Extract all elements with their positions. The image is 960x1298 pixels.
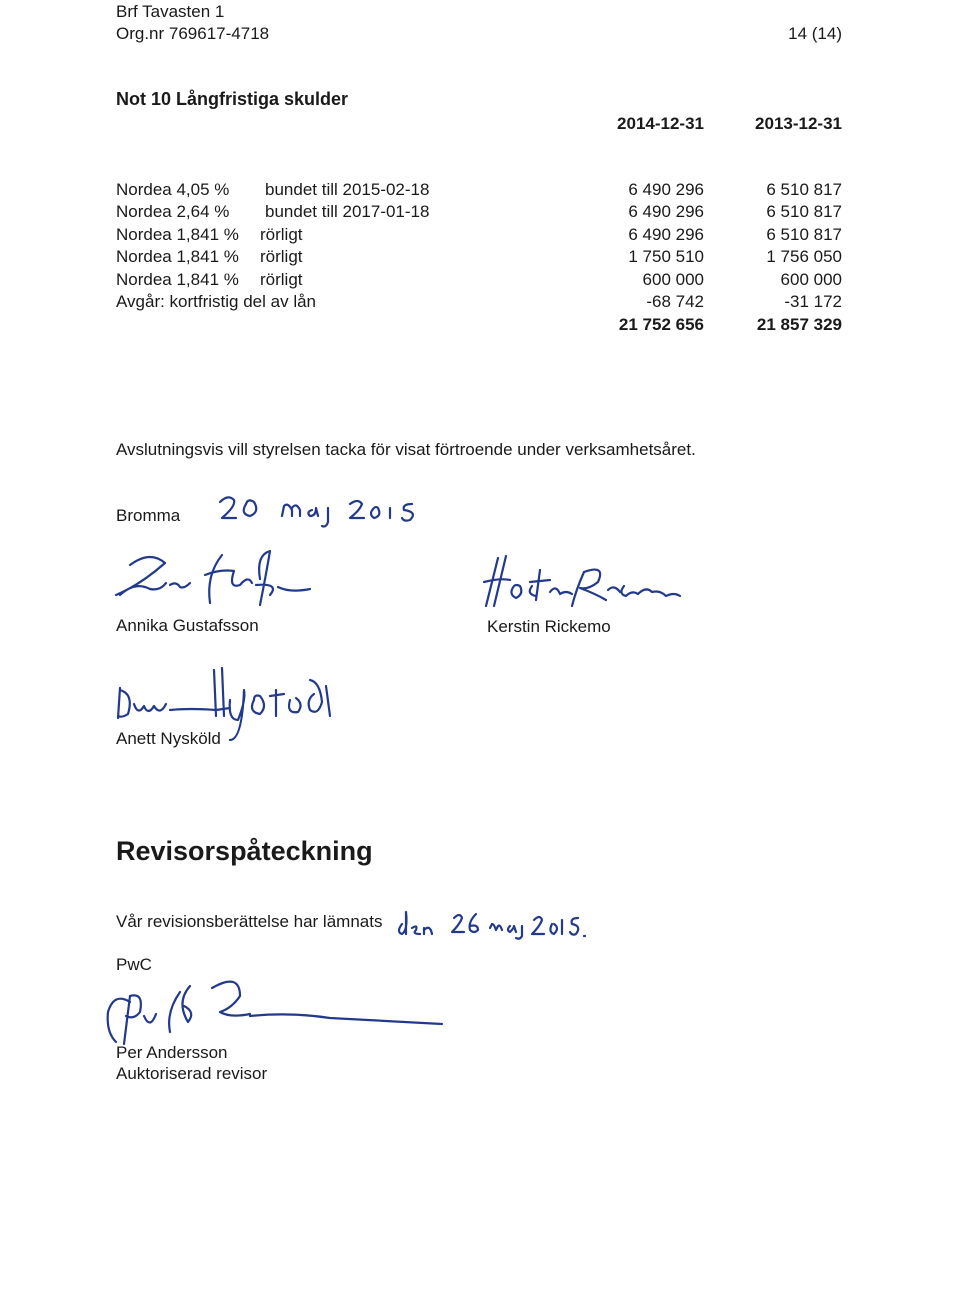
table-row <box>0 180 960 202</box>
table-row <box>0 247 960 269</box>
table-row <box>0 202 960 224</box>
handwritten-date-audit <box>394 906 584 940</box>
value-2014-cell: 6 490 296 <box>628 225 704 244</box>
column-header-2013: 2013-12-31 <box>755 114 842 133</box>
value-2014-cell: 600 000 <box>642 270 704 289</box>
signature-annika-gustafsson <box>110 545 330 620</box>
org-name: Brf Tavasten 1 <box>116 2 225 21</box>
signatory-name-1: Annika Gustafsson <box>116 616 259 635</box>
place-label: Bromma <box>116 506 181 525</box>
lender-cell: Nordea 4,05 % <box>116 180 230 199</box>
total-2014: 21 752 656 <box>618 315 704 334</box>
signatory-name-2: Kerstin Rickemo <box>487 617 611 636</box>
column-header-2014: 2014-12-31 <box>617 114 704 133</box>
value-2014-cell: 6 490 296 <box>628 180 704 199</box>
auditor-title: Auktoriserad revisor <box>116 1064 268 1083</box>
table-row <box>0 225 960 247</box>
audit-heading: Revisorspåteckning <box>116 836 373 866</box>
value-2013-cell: -31 172 <box>784 292 842 311</box>
lender-cell: Nordea 1,841 % <box>116 225 239 244</box>
handwritten-date-signing <box>212 492 442 532</box>
value-2014-cell: 6 490 296 <box>628 202 704 221</box>
lender-cell: Nordea 2,64 % <box>116 202 230 221</box>
table-row <box>0 292 960 314</box>
term-cell: rörligt <box>260 270 303 289</box>
term-cell: rörligt <box>260 225 303 244</box>
lender-cell: Avgår: kortfristig del av lån <box>116 292 316 311</box>
value-2013-cell: 600 000 <box>780 270 842 289</box>
value-2013-cell: 1 756 050 <box>766 247 842 266</box>
lender-cell: Nordea 1,841 % <box>116 270 239 289</box>
org-number: Org.nr 769617-4718 <box>116 24 270 43</box>
table-row <box>0 270 960 292</box>
page-number: 14 (14) <box>788 24 842 43</box>
signature-kerstin-rickemo <box>480 550 700 620</box>
total-row <box>0 315 960 337</box>
signatory-name-3: Anett Nysköld <box>116 729 221 748</box>
auditor-name: Per Andersson <box>116 1043 228 1062</box>
closing-text: Avslutningsvis vill styrelsen tacka för visat förtroende under verksamhetsåret. <box>116 440 696 459</box>
term-cell: bundet till 2017-01-18 <box>265 202 430 221</box>
value-2014-cell: 1 750 510 <box>628 247 704 266</box>
audit-statement: Vår revisionsberättelse har lämnats <box>116 912 383 931</box>
value-2013-cell: 6 510 817 <box>766 202 842 221</box>
note-title: Not 10 Långfristiga skulder <box>116 89 349 109</box>
term-cell: rörligt <box>260 247 303 266</box>
lender-cell: Nordea 1,841 % <box>116 247 239 266</box>
value-2013-cell: 6 510 817 <box>766 225 842 244</box>
value-2014-cell: -68 742 <box>646 292 704 311</box>
total-2013: 21 857 329 <box>756 315 842 334</box>
audit-firm: PwC <box>116 955 152 974</box>
value-2013-cell: 6 510 817 <box>766 180 842 199</box>
term-cell: bundet till 2015-02-18 <box>265 180 430 199</box>
